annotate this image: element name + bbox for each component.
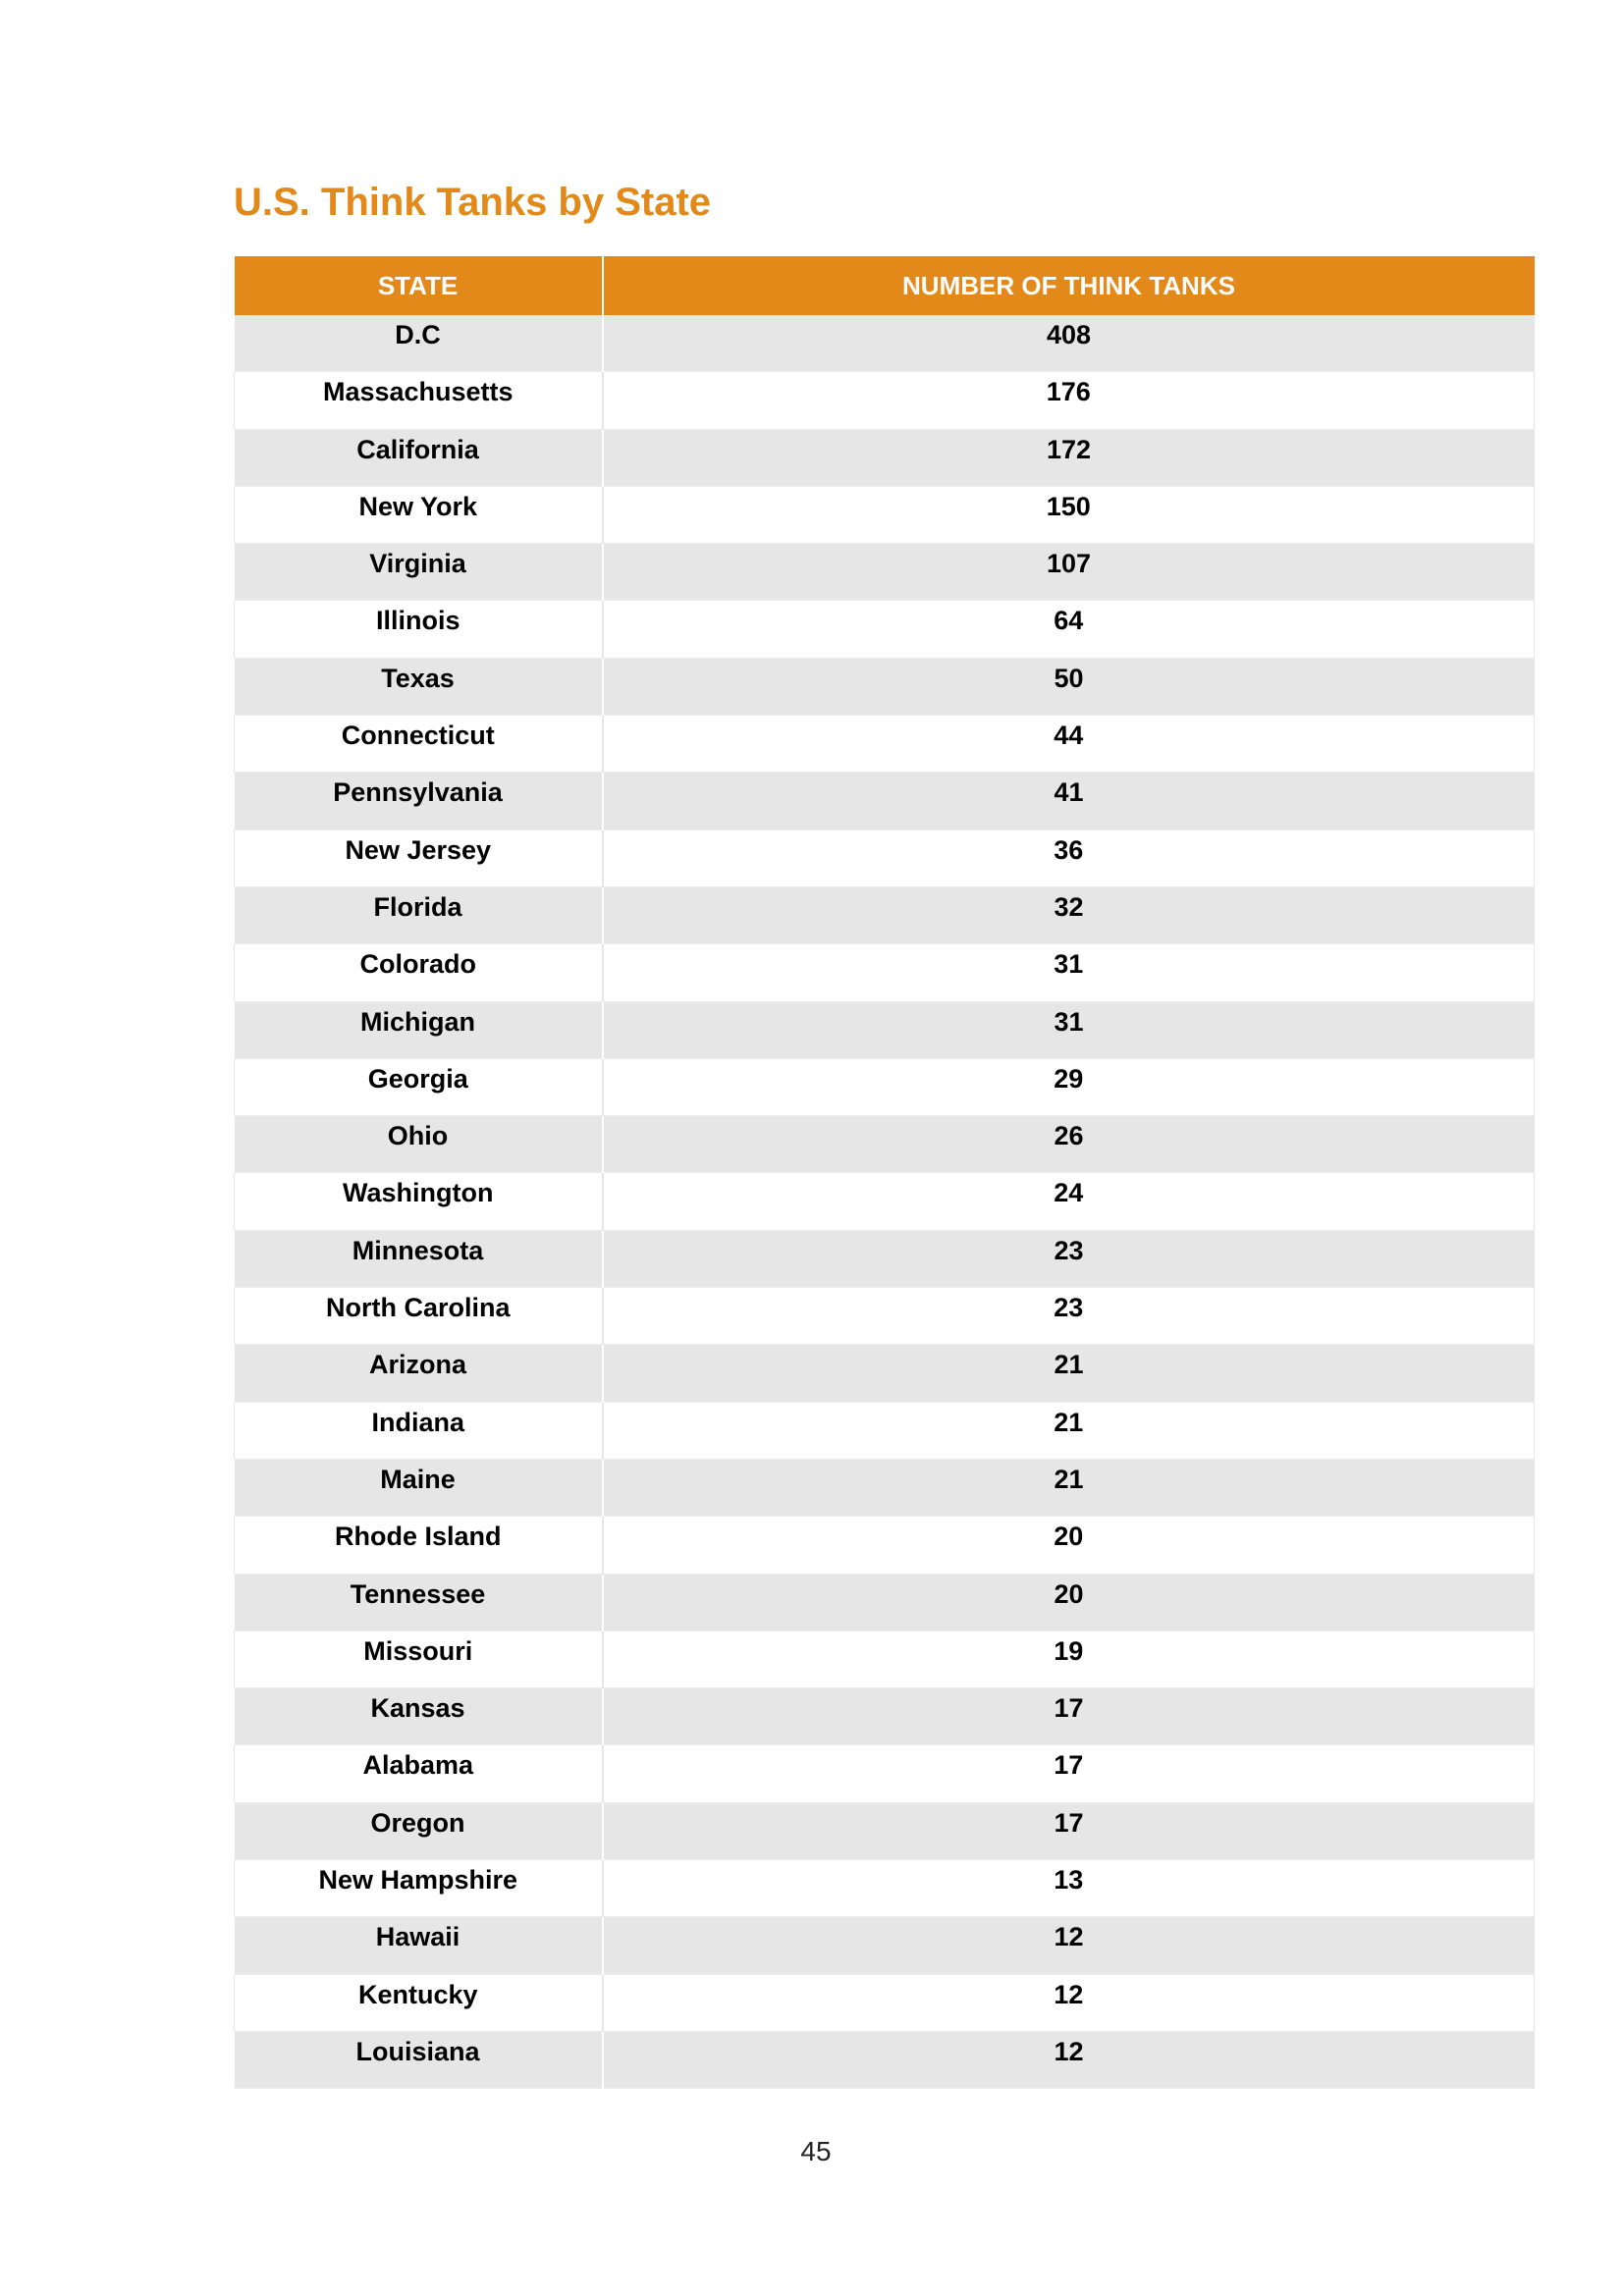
count-cell: 172 [603, 429, 1535, 486]
table-row [235, 886, 1535, 943]
count-cell: 21 [603, 1345, 1535, 1402]
state-cell: Hawaii [235, 1917, 603, 1974]
table-row [235, 1288, 1535, 1345]
table-row [235, 1345, 1535, 1402]
count-cell: 12 [603, 1974, 1535, 2031]
table-row [235, 773, 1535, 829]
count-cell: 20 [603, 1517, 1535, 1574]
page-title: U.S. Think Tanks by State [234, 181, 712, 224]
count-cell: 36 [603, 829, 1535, 886]
count-cell: 32 [603, 886, 1535, 943]
state-cell: California [235, 429, 603, 486]
state-cell: Ohio [235, 1116, 603, 1173]
count-cell: 12 [603, 1917, 1535, 1974]
state-cell: New Hampshire [235, 1860, 603, 1917]
state-cell: Kansas [235, 1688, 603, 1745]
table-row [235, 944, 1535, 1001]
state-cell: Louisiana [235, 2031, 603, 2088]
count-cell: 176 [603, 372, 1535, 429]
state-cell: Missouri [235, 1630, 603, 1687]
count-cell: 64 [603, 601, 1535, 658]
table-row [235, 1402, 1535, 1459]
state-cell: D.C [235, 315, 603, 372]
state-cell: Connecticut [235, 716, 603, 773]
count-cell: 50 [603, 658, 1535, 715]
table-row [235, 1917, 1535, 1974]
count-cell: 19 [603, 1630, 1535, 1687]
state-cell: Pennsylvania [235, 773, 603, 829]
state-cell: Texas [235, 658, 603, 715]
think-tanks-table [234, 256, 1535, 2089]
state-cell: New York [235, 486, 603, 543]
table-row [235, 1058, 1535, 1115]
table-row [235, 486, 1535, 543]
table-row [235, 429, 1535, 486]
table-row [235, 1173, 1535, 1230]
state-cell: Alabama [235, 1745, 603, 1802]
count-cell: 44 [603, 716, 1535, 773]
count-cell: 17 [603, 1688, 1535, 1745]
table-row [235, 1230, 1535, 1287]
count-cell: 41 [603, 773, 1535, 829]
count-cell: 107 [603, 544, 1535, 601]
state-cell: Illinois [235, 601, 603, 658]
table-body [235, 315, 1535, 2089]
header-state: STATE [235, 256, 603, 315]
state-cell: Oregon [235, 1802, 603, 1859]
count-cell: 24 [603, 1173, 1535, 1230]
table-row [235, 544, 1535, 601]
table-row [235, 658, 1535, 715]
table-row [235, 1630, 1535, 1687]
count-cell: 21 [603, 1459, 1535, 1516]
state-cell: Arizona [235, 1345, 603, 1402]
table-row [235, 1574, 1535, 1630]
state-cell: Florida [235, 886, 603, 943]
table-row [235, 1116, 1535, 1173]
state-cell: Colorado [235, 944, 603, 1001]
state-cell: Michigan [235, 1001, 603, 1058]
count-cell: 26 [603, 1116, 1535, 1173]
table-row [235, 1688, 1535, 1745]
count-cell: 17 [603, 1802, 1535, 1859]
page-number: 45 [800, 2136, 832, 2166]
count-cell: 20 [603, 1574, 1535, 1630]
table-row [235, 1860, 1535, 1917]
count-cell: 23 [603, 1288, 1535, 1345]
count-cell: 31 [603, 1001, 1535, 1058]
table-row [235, 1001, 1535, 1058]
state-cell: Washington [235, 1173, 603, 1230]
state-cell: New Jersey [235, 829, 603, 886]
state-cell: North Carolina [235, 1288, 603, 1345]
table-row [235, 601, 1535, 658]
state-cell: Tennessee [235, 1574, 603, 1630]
table-row [235, 1974, 1535, 2031]
state-cell: Rhode Island [235, 1517, 603, 1574]
table-row [235, 2031, 1535, 2088]
state-cell: Minnesota [235, 1230, 603, 1287]
table-row [235, 372, 1535, 429]
count-cell: 13 [603, 1860, 1535, 1917]
count-cell: 408 [603, 315, 1535, 372]
count-cell: 31 [603, 944, 1535, 1001]
state-cell: Virginia [235, 544, 603, 601]
table-row [235, 716, 1535, 773]
table-row [235, 1802, 1535, 1859]
count-cell: 23 [603, 1230, 1535, 1287]
table-header-row [235, 256, 1535, 315]
table-row [235, 829, 1535, 886]
count-cell: 29 [603, 1058, 1535, 1115]
header-number-of-think-tanks: NUMBER OF THINK TANKS [603, 256, 1535, 315]
state-cell: Georgia [235, 1058, 603, 1115]
count-cell: 17 [603, 1745, 1535, 1802]
state-cell: Kentucky [235, 1974, 603, 2031]
state-cell: Maine [235, 1459, 603, 1516]
count-cell: 21 [603, 1402, 1535, 1459]
table-row [235, 1745, 1535, 1802]
table-row [235, 315, 1535, 372]
state-cell: Massachusetts [235, 372, 603, 429]
count-cell: 12 [603, 2031, 1535, 2088]
table-header [235, 256, 1535, 315]
table-row [235, 1517, 1535, 1574]
state-cell: Indiana [235, 1402, 603, 1459]
count-cell: 150 [603, 486, 1535, 543]
table-row [235, 1459, 1535, 1516]
